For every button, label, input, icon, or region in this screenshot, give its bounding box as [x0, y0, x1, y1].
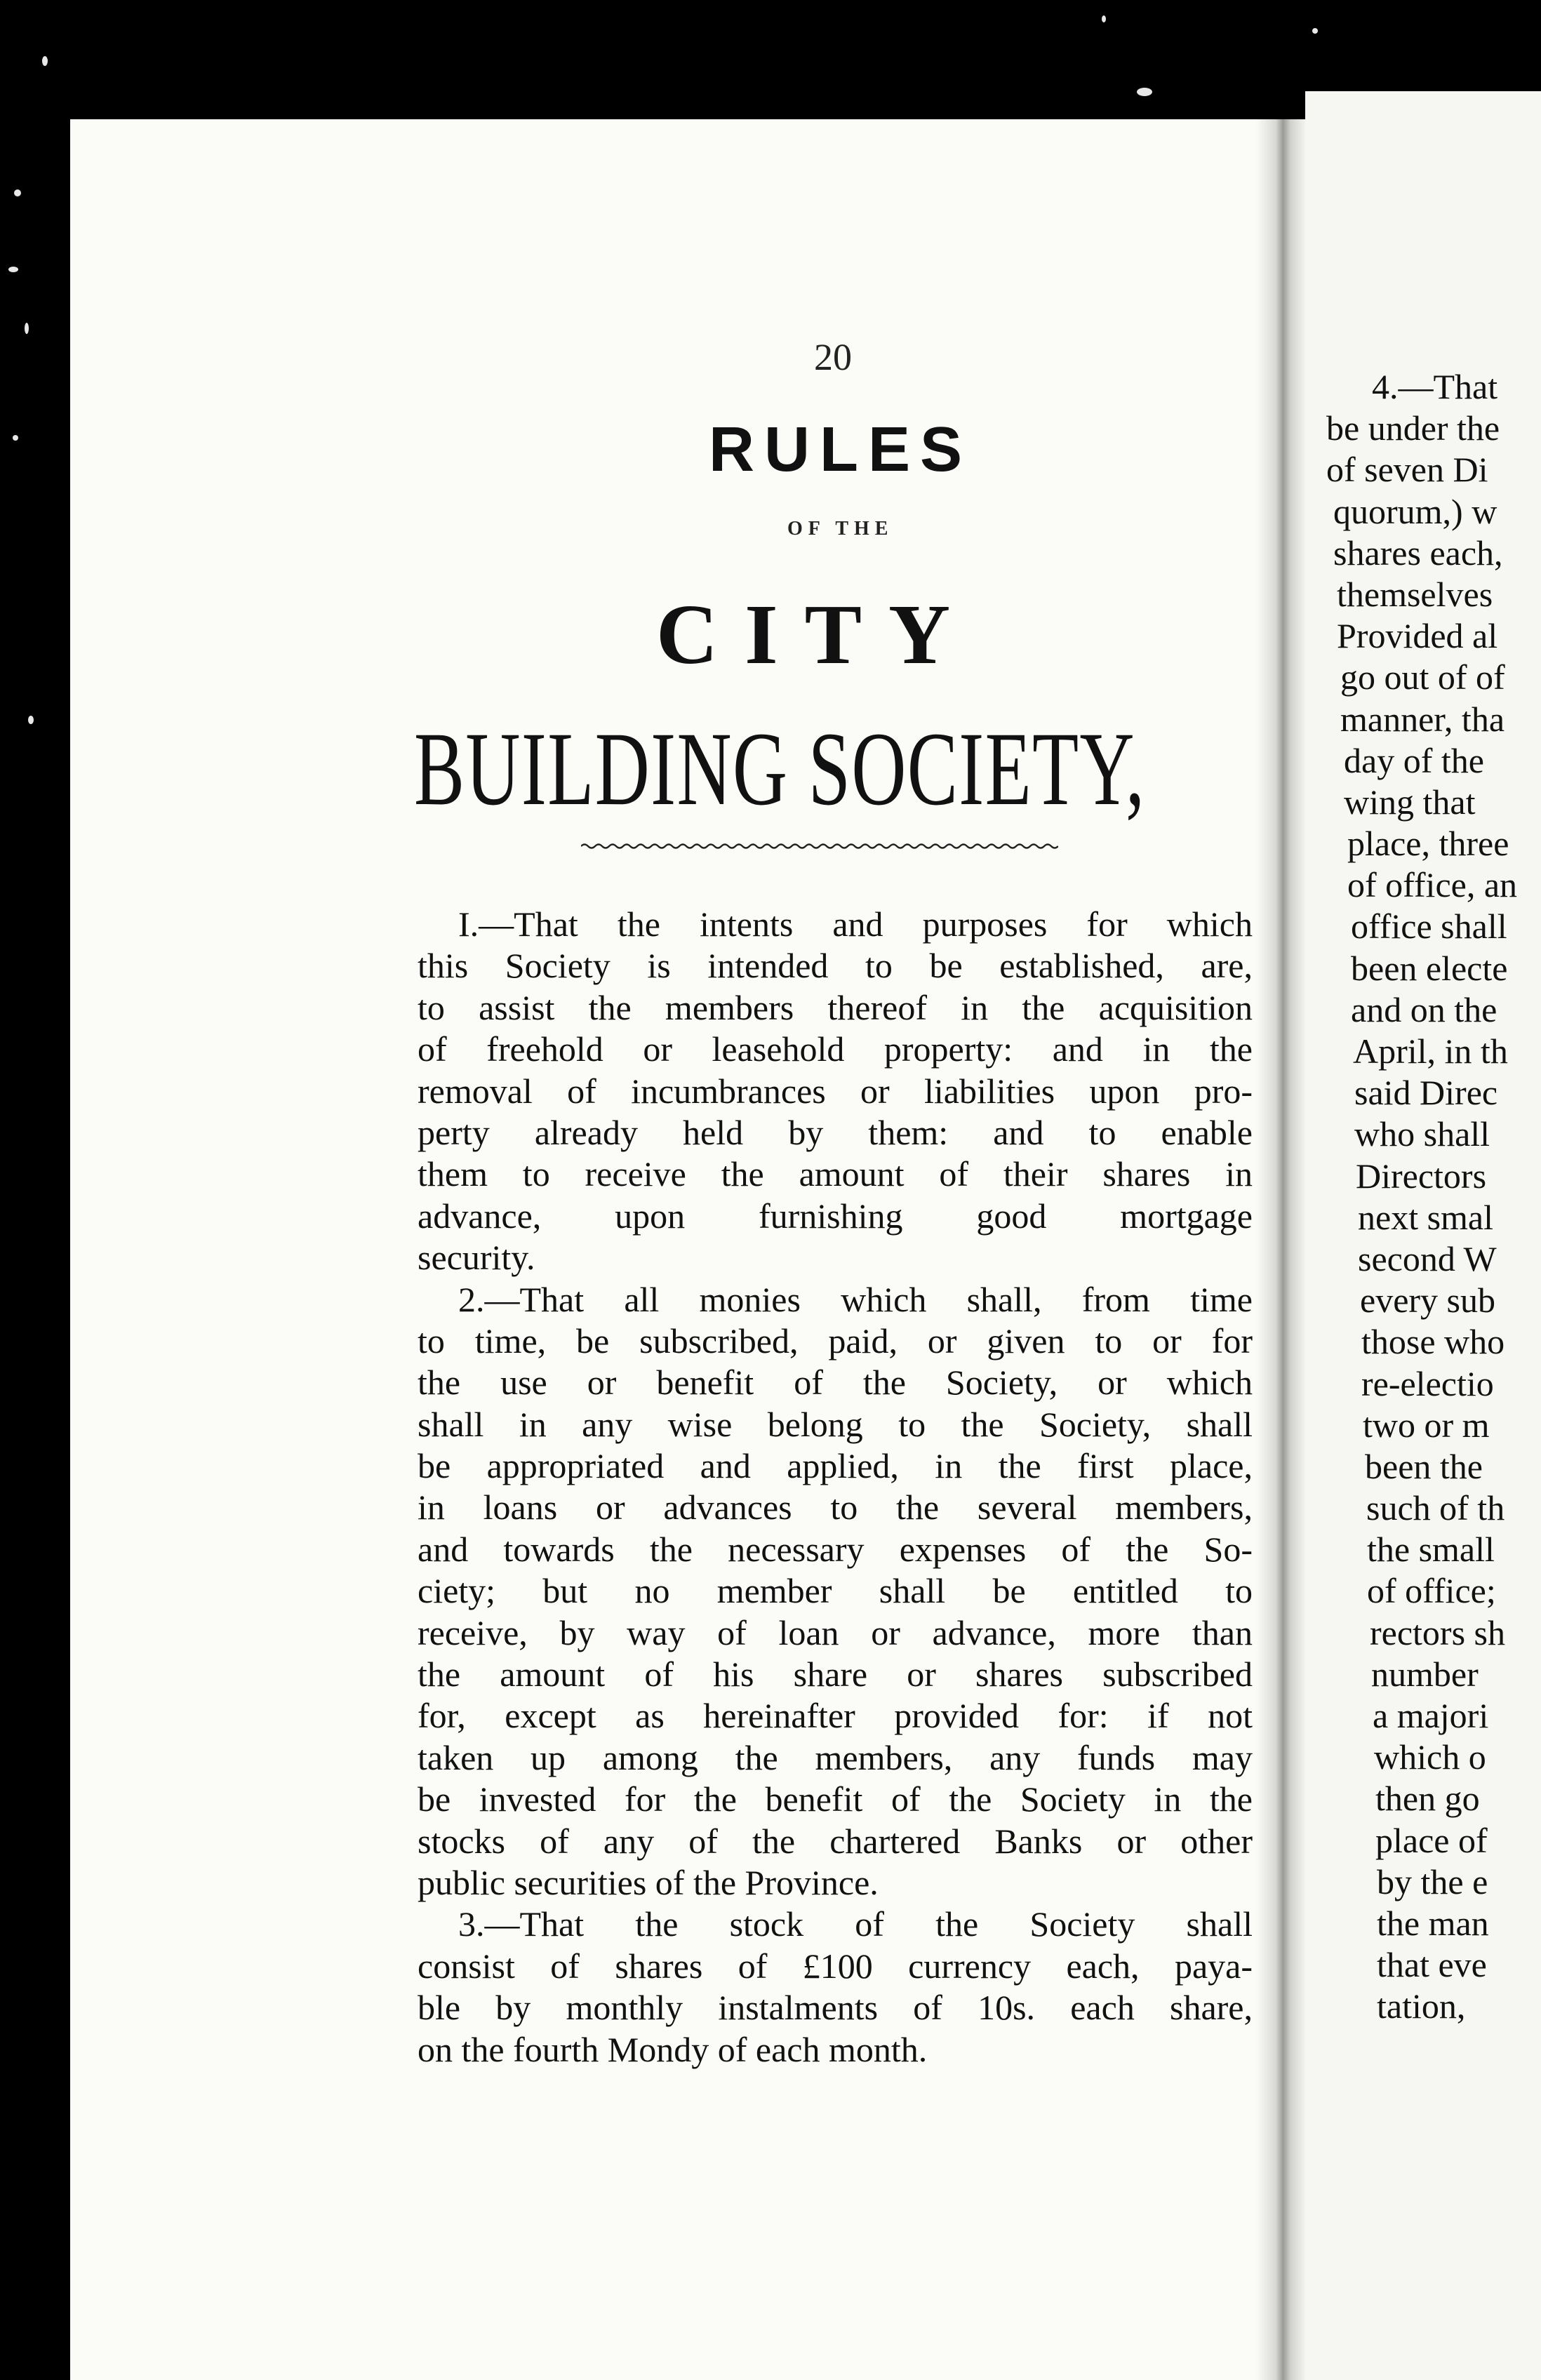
text-line: who shall	[1354, 1114, 1490, 1154]
text-line: of office, an	[1347, 865, 1518, 905]
text-line: rectors sh	[1370, 1612, 1505, 1652]
text-line: next smal	[1358, 1197, 1494, 1237]
book-gutter	[1256, 119, 1305, 2380]
text-line: that eve	[1377, 1945, 1487, 1985]
right-page-text	[1326, 366, 1541, 2028]
rules-body-text	[418, 904, 1253, 2071]
page-number: 20	[814, 336, 852, 378]
scan-speck	[42, 56, 48, 66]
text-line: which o	[1374, 1737, 1486, 1777]
text-line: them to receive the amount of their shares in	[418, 1154, 1253, 1194]
text-line: manner, tha	[1340, 699, 1505, 739]
text-line: shall in any wise belong to the Society, shall	[418, 1404, 1253, 1444]
text-line: advance, upon furnishing good mortgage	[418, 1196, 1253, 1236]
text-line: security.	[418, 1238, 535, 1278]
text-line: be invested for the benefit of the Society in the	[418, 1779, 1253, 1819]
text-line: of freehold or leasehold property: and in the	[418, 1029, 1253, 1069]
text-line: be under the	[1326, 408, 1500, 448]
text-line: quorum,) w	[1333, 491, 1497, 531]
text-line: shares each,	[1333, 533, 1503, 573]
text-line: every sub	[1360, 1281, 1495, 1321]
scan-speck	[1312, 28, 1318, 34]
text-line: Directors	[1356, 1156, 1487, 1196]
text-line: taken up among the members, any funds may	[418, 1737, 1253, 1777]
text-line: to assist the members thereof in the acquisition	[418, 987, 1253, 1027]
scan-speck	[1137, 88, 1152, 96]
text-line: Provided al	[1337, 616, 1498, 656]
text-line: place of	[1375, 1820, 1488, 1860]
text-line: ble by monthly instalments of 10s. each share,	[418, 1988, 1253, 2028]
title-city: CITY	[656, 587, 978, 682]
text-line: day of the	[1344, 740, 1484, 780]
text-line: and on the	[1351, 989, 1497, 1029]
scan-speck	[1102, 15, 1106, 22]
text-line: 2.—That all monies which shall, from time	[458, 1279, 1253, 1319]
text-line: number	[1371, 1654, 1479, 1694]
text-line: wing that	[1344, 782, 1476, 822]
text-line: ciety; but no member shall be entitled to	[418, 1571, 1253, 1611]
text-line: by the e	[1377, 1861, 1488, 1901]
text-line: this Society is intended to be established, are,	[418, 946, 1253, 986]
text-line: the amount of his share or shares subscribed	[418, 1654, 1253, 1694]
text-line: the use or benefit of the Society, or which	[418, 1363, 1253, 1403]
text-line: perty already held by them: and to enable	[418, 1112, 1253, 1152]
text-line: on the fourth Mondy of each month.	[418, 2029, 928, 2069]
text-line: to time, be subscribed, paid, or given to or for	[418, 1321, 1253, 1361]
title-building-society: BUILDING SOCIETY,	[414, 711, 1146, 827]
text-line: second W	[1358, 1238, 1497, 1278]
text-line: those who	[1361, 1322, 1505, 1362]
title-of-the: OF THE	[787, 518, 894, 540]
text-line: and towards the necessary expenses of the So-	[418, 1529, 1253, 1569]
text-line: tation,	[1377, 1986, 1466, 2026]
text-line: place, three	[1347, 824, 1509, 864]
text-line: removal of incumbrances or liabilities upon pro-	[418, 1071, 1253, 1111]
text-line: the small	[1367, 1530, 1495, 1570]
wavy-divider-rule	[581, 842, 1058, 850]
text-line: in loans or advances to the several members,	[418, 1488, 1253, 1527]
scan-speck	[13, 435, 18, 441]
text-line: public securities of the Province.	[418, 1862, 879, 1902]
text-line: go out of of	[1340, 657, 1505, 697]
text-line: such of th	[1366, 1488, 1505, 1528]
text-line: stocks of any of the chartered Banks or other	[418, 1821, 1253, 1861]
text-line: I.—That the intents and purposes for which	[458, 904, 1253, 944]
text-line: be appropriated and applied, in the first place,	[418, 1446, 1253, 1486]
text-line: said Direc	[1354, 1073, 1498, 1113]
scan-speck	[25, 323, 29, 334]
text-line: April, in th	[1353, 1031, 1508, 1071]
text-line: of office;	[1367, 1571, 1496, 1611]
text-line: 4.—That	[1372, 367, 1498, 406]
scan-speck	[28, 716, 34, 724]
text-line: been electe	[1351, 948, 1508, 988]
text-line: two or m	[1363, 1405, 1490, 1445]
scan-speck	[8, 267, 18, 272]
text-line: themselves	[1337, 574, 1493, 614]
text-line: consist of shares of £100 currency each, paya-	[418, 1946, 1253, 1986]
scan-speck	[14, 189, 21, 196]
text-line: the man	[1377, 1903, 1489, 1943]
text-line: of seven Di	[1326, 450, 1488, 490]
text-line: for, except as hereinafter provided for: if not	[418, 1696, 1253, 1736]
text-line: then go	[1375, 1779, 1480, 1819]
text-line: re-electio	[1361, 1363, 1494, 1403]
text-line: been the	[1365, 1446, 1483, 1486]
text-line: receive, by way of loan or advance, more than	[418, 1612, 1253, 1652]
text-line: a majori	[1373, 1696, 1489, 1735]
title-rules: RULES	[709, 415, 973, 485]
text-line: 3.—That the stock of the Society shall	[458, 1904, 1253, 1944]
text-line: office shall	[1351, 907, 1507, 947]
